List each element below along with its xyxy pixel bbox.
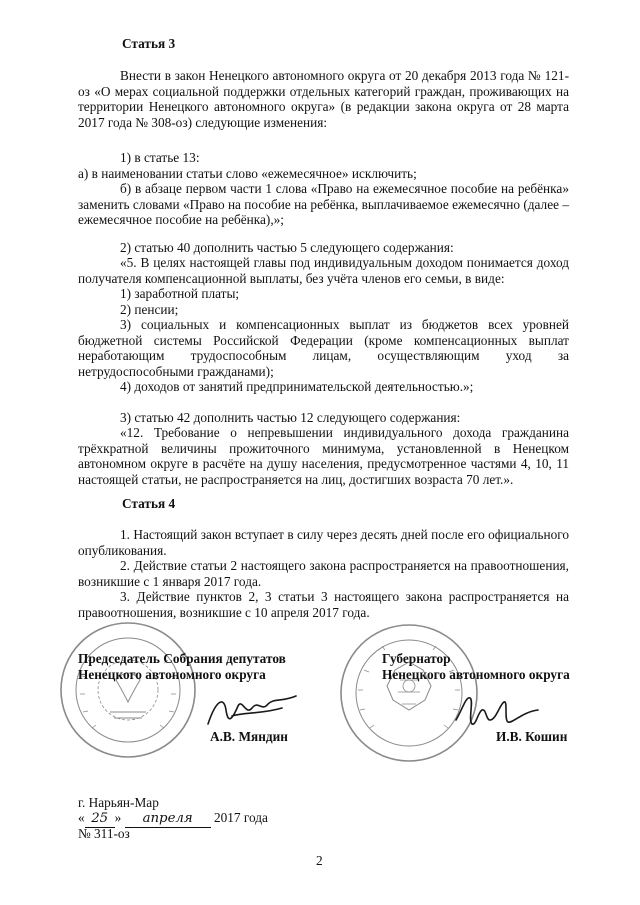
right-signatory-name: И.В. Кошин <box>496 729 568 744</box>
right-handwritten-signature <box>452 690 542 730</box>
article-4-item-1: 1. Настоящий закон вступает в силу через десять дней после его официального опубликования. <box>78 527 569 558</box>
article-3-item-2-sub-4: 4) доходов от занятий предпринимательской деятельностью.»; <box>120 379 474 394</box>
left-signatory-title-line-1: Председатель Собрания депутатов <box>78 651 286 666</box>
signing-date <box>78 810 338 828</box>
article-4-heading: Статья 4 <box>122 496 176 511</box>
article-3-item-2-quote: «5. В целях настоящей главы под индивидуальным доходом понимается доход получателя компенсационной выплаты, без учёта членов его семьи, в виде: <box>78 255 569 286</box>
date-year: 2017 года <box>213 810 268 825</box>
article-3-item-1a: а) в наименовании статьи слово «ежемесячное» исключить; <box>78 166 417 181</box>
article-3-item-3: 3) статью 42 дополнить частью 12 следующего содержания: <box>120 410 461 425</box>
date-open-quote: « <box>78 810 85 825</box>
right-signatory-title-line-1: Губернатор <box>382 651 451 666</box>
page-number: 2 <box>316 853 323 868</box>
article-4-item-2: 2. Действие статьи 2 настоящего закона распространяется на правоотношения, возникшие с 1 января 2017 года. <box>78 558 569 589</box>
article-3-item-1b-text: б) в абзаце первом части 1 слова «Право на ежемесячное пособие на ребёнка» заменить словами «Право на пособие на ребёнка, выплачиваемое ежемесячно (далее – ежемесячное пособие на ребёнка),»; <box>78 181 569 228</box>
left-signatory-title-line-2: Ненецкого автономного округа <box>78 667 266 682</box>
left-handwritten-signature <box>202 690 302 730</box>
article-3-item-1b <box>78 181 569 228</box>
left-signatory-name: А.В. Мяндин <box>210 729 288 744</box>
place-of-signing: г. Нарьян-Мар <box>78 795 159 810</box>
article-4-item-3: 3. Действие пунктов 2, 3 статьи 3 настоящего закона распространяется на правоотношения, возникшие с 10 апреля 2017 года. <box>78 589 569 620</box>
right-signatory-title-line-2: Ненецкого автономного округа <box>382 667 570 682</box>
date-close-quote: » <box>114 810 122 825</box>
date-day: 25 <box>85 811 115 828</box>
article-3-intro: Внести в закон Ненецкого автономного округа от 20 декабря 2013 года № 121-оз «О мерах социальной поддержки отдельных категорий граждан, проживающих на территории Ненецкого автономного округа» (в редакции закона округа от 28 марта 2017 года № 308-оз) следующие изменения: <box>78 68 569 130</box>
article-3-item-3-quote: «12. Требование о непревышении индивидуального дохода гражданина трёхкратной величины прожиточного минимума, установленной в Ненецком автономном округе в расчёте на душу населения, предусмотренное частями 4, 10, 11 настоящей статьи, не распространяется на лиц, достигших возраста 70 лет.». <box>78 425 569 487</box>
article-3-heading: Статья 3 <box>122 36 176 51</box>
article-3-item-1: 1) в статье 13: <box>120 150 200 165</box>
article-3-item-2-sub-2: 2) пенсии; <box>120 302 179 317</box>
article-3-item-2-sub-1: 1) заработной платы; <box>120 286 240 301</box>
article-3-item-2: 2) статью 40 дополнить частью 5 следующего содержания: <box>120 240 454 255</box>
date-month: апреля <box>125 811 211 828</box>
article-3-item-2-sub-3: 3) социальных и компенсационных выплат из бюджетов всех уровней бюджетной системы Российской Федерации (кроме компенсационных выплат неработающим трудоспособным лицам, осуществляющим уход за нетрудоспособными гражданами); <box>78 317 569 379</box>
assembly-seal-stamp <box>58 620 198 760</box>
law-number: № 311-оз <box>78 826 130 841</box>
